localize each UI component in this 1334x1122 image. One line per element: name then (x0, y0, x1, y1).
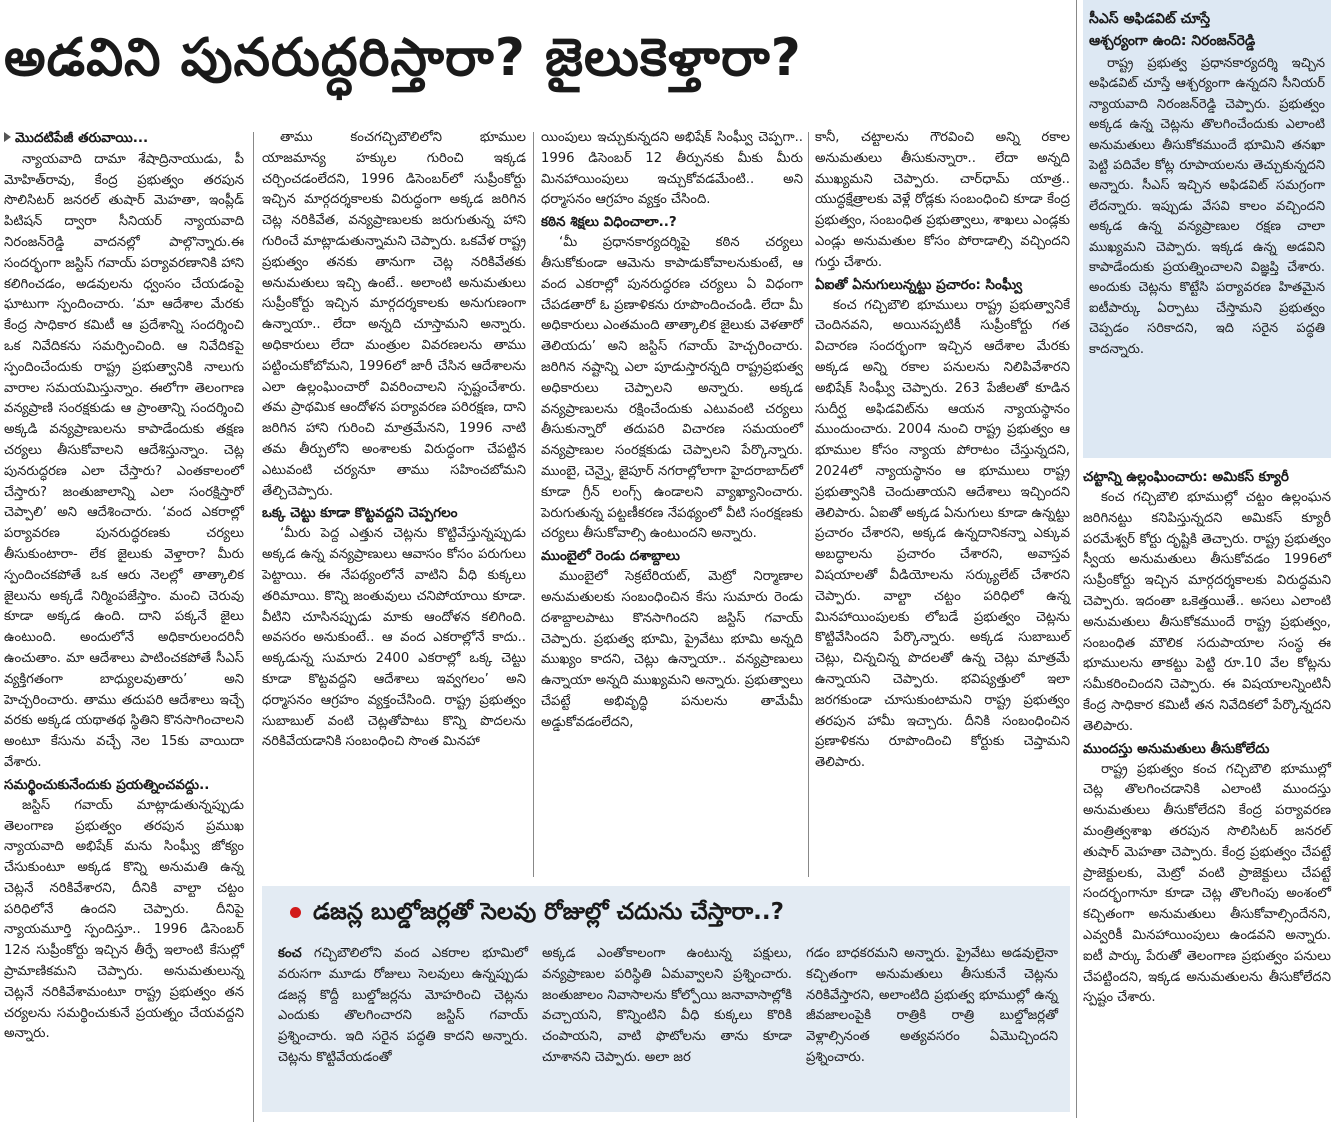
col4-para1: కానీ, చట్టాలను గౌరవించి అన్ని రకాల అనుమతులు తీసుకున్నారా.. లేదా అన్నది ముఖ్యమని చెప్పారు. చార్‌ధామ్ యాత్ర.. యుద్ధక్షేత్రాలకు వెళ్లే రోడ్లకు సంబంధించి కూడా కేంద్ర ప్రభుత్వం, సంబంధిత ప్రభుత్వాలు, శాఖలు ఎండ్లకు ఎండ్లు అనుమతుల కోసం పోరాడాల్సి వచ్చిందని గుర్తు చేశారు. (815, 130, 1070, 270)
sidebar-title: సీఎస్ అఫిడవిట్ చూస్తే ఆశ్చర్యంగా ఉంది: నిరంజన్‌రెడ్డి (1089, 11, 1256, 49)
col5-para1: కంచ గచ్చిబౌలి భూముల్లో చట్టం ఉల్లంఘన జరిగినట్టు కనిపిస్తున్నదని అమికస్ క్యూరీ పరమేశ్వర్ కోర్టు దృష్టికి తెచ్చారు. రాష్ట్ర ప్రభుత్వం స్వీయ అనుమతులు తీసుకోవడం 1996లో సుప్రీంకోర్టు ఇచ్చిన మార్గదర్శకాలకు విరుద్ధమని చెప్పారు. ఇదంతా ఒకెత్తయితే.. అసలు ఎలాంటి అనుమతులు తీసుకోకముందే రాష్ట్ర ప్రభుత్వం, సంబంధిత మౌలిక సదుపాయాల సంస్థ ఈ భూములను తాకట్టు పెట్టి రూ.10 వేల కోట్లను సమీకరించిందని చెప్పారు. ఈ విషయాలన్నింటినీ కేంద్ర సాధికార కమిటీ తన నివేదికలో పేర్కొన్నదని తెలిపారు. (1083, 490, 1331, 734)
kicker: మొదటిపేజీ తరువాయి... (4, 128, 244, 150)
bottom-col-1 (278, 944, 528, 1109)
col3-para3: ముంబైలో సెక్రటేరియట్, మెట్రో నిర్మాణాల అనుమతులకు సంబంధించిన కేసు సుమారు రెండు దశాబ్దాలపాటు కొనసాగిందని జస్టిస్ గవాయ్ చెప్పారు. ప్రభుత్వ భూమి, ప్రైవేటు భూమి అన్నది ముఖ్యం కాదని, చెట్లు ఉన్నాయా.. వన్యప్రాణులు ఉన్నాయా అన్నది ముఖ్యమని అన్నారు. ప్రభుత్వాలు చేపట్టే అభివృద్ధి పనులను తామేమీ అడ్డుకోవడంలేదని, (541, 569, 803, 730)
column-divider (533, 132, 534, 877)
col5-para2: రాష్ట్ర ప్రభుత్వం కంచ గచ్చిబౌలి భూముల్లో చెట్ల తొలగించడానికి ఎలాంటి ముందస్తు అనుమతులు తీసుకోలేదని కేంద్ర పర్యావరణ మంత్రిత్వశాఖ తరపున సొలిసిటర్ జనరల్ తుషార్ మెహతా చెప్పారు. కేంద్ర ప్రభుత్వం చేపట్టే ప్రాజెక్టులకు, మెట్రో వంటి ప్రాజెక్టులు చేపట్టే సందర్భంగానూ కూడా చెట్ల తొలగింపు అంశంలో కచ్చితంగా అనుమతులు తీసుకోవాల్సిందేనని, ఎవ్వరికీ మినహాయింపులు ఉండవని అన్నారు. ఐటీ పార్కు పేరుతో తెలంగాణ ప్రభుత్వం పనులు చేపట్టిందని, ఇక్కడ అనుమతులను తీసుకోలేదని స్పష్టం చేశారు. (1083, 761, 1331, 1006)
col3-subhead2: ముంబైలో రెండు దశాబ్దాలు (541, 548, 680, 565)
bottom-dropcap: కంచ (278, 946, 302, 961)
col3-para2: ‘మీ ప్రధానకార్యదర్శిపై కఠిన చర్యలు తీసుకోకుండా ఆమెను కాపాడుకోవాలనుకుంటే, ఆ వంద ఎకరాల్లో పునరుద్ధరణ చర్యలు ఏ విధంగా చేపడతారో ఓ ప్రణాళికను రూపొందించండి. లేదా మీ అధికారులు ఎంతమంది తాత్కాలిక జైలుకు వెళతారో తెలియదు’ అని జస్టిస్ గవాయ్ హెచ్చరించారు. జరిగిన నష్టాన్ని ఎలా పూడుస్తారన్నది రాష్ట్రప్రభుత్వ అధికారులు చెప్పాలని అన్నారు. అక్కడ వన్యప్రాణులను రక్షించేందుకు ఎటువంటి చర్యలు తీసుకున్నారో తదుపరి విచారణ సమయంలో వన్యప్రాణుల సంరక్షకుడు చెప్పాలని పేర్కొన్నారు. ముంబై, చెన్నై, జైపూర్ నగరాల్లోలాగా హైదరాబాద్‌లో కూడా గ్రీన్ లంగ్స్ ఉండాలని వ్యాఖ్యానించారు. పెరుగుతున్న పట్టణీకరణ నేపథ్యంలో వీటి సంరక్షణకు చర్యలు తీసుకోవాల్సి ఉంటుందని అన్నారు. (541, 235, 803, 542)
col1-subhead: సమర్థించుకునేందుకు ప్రయత్నించవద్దు.. (4, 776, 210, 793)
col5-subhead1: చట్టాన్ని ఉల్లంఘించారు: అమికస్ క్యూరీ (1083, 469, 1289, 485)
column-5 (1083, 466, 1331, 1116)
bottom-col-1-text: గచ్చిబౌలిలోని వంద ఎకరాల భూమిలో వరుసగా మూడు రోజులు సెలవులు ఉన్నప్పుడు డజన్ల కొద్దీ బుల్డోజర్లను మోహరించి చెట్లను ఎందుకు తొలగించారని జస్టిస్ గవాయ్ ప్రశ్నించారు. ఇది సరైన పద్ధతి కాదని అన్నారు. చెట్లను కొట్టివేయడంతో (278, 946, 528, 1065)
col3-para1: యింపులు ఇచ్చుకున్నదని అభిషేక్ సింఘ్వీ చెప్పగా.. 1996 డిసెంబర్ 12 తీర్పునకు మీకు మీరు మినహాయింపులు ఇచ్చుకోవడమేంటి.. అని ధర్మాసనం ఆగ్రహం వ్యక్తం చేసింది. (541, 130, 803, 208)
col4-subhead: ఏఐతో ఏనుగులున్నట్టు ప్రచారం: సింఘ్వీ (815, 276, 1023, 293)
column-4 (815, 128, 1070, 878)
sidebar-body: రాష్ట్ర ప్రభుత్వ ప్రధానకార్యదర్శి ఇచ్చిన అఫిడవిట్ చూస్తే ఆశ్చర్యంగా ఉన్నదని సీనియర్ న్యాయవాది నిరంజన్‌రెడ్డి చెప్పారు. ప్రభుత్వం అక్కడ ఉన్న చెట్లను తొలగించేందుకు ఎలాంటి అనుమతులు తీసుకోకముందే భూమిని తనఖా పెట్టి పదివేల కోట్ల రూపాయలను తెచ్చుకున్నదని అన్నారు. సీఎస్ ఇచ్చిన అఫిడవిట్ సమగ్రంగా లేదన్నారు. ఇప్పుడు వేసవి కాలం వచ్చిందని అక్కడ ఉన్న వన్యప్రాణుల రక్షణ చాలా ముఖ్యమని చెప్పారు. ఇక్కడ ఉన్న అడవిని కాపాడేందుకు ప్రయత్నించాలని విజ్ఞప్తి చేశారు. అందుకు చెట్లను కొట్టేసి పర్యావరణ హితమైన ఐటీపార్కు ఏర్పాటు చేస్తామని ప్రభుత్వం చెప్పడం సరికాదని, ఇది సరైన పద్ధతి కాదన్నారు. (1089, 56, 1325, 357)
bottom-title: డజన్ల బుల్డోజర్లతో సెలవు రోజుల్లో చదును చేస్తారా..? (262, 886, 1070, 932)
column-3 (541, 128, 803, 878)
col1-para2: జస్టిస్ గవాయ్ మాట్లాడుతున్నప్పుడు తెలంగాణ ప్రభుత్వం తరపున ప్రముఖ న్యాయవాది అభిషేక్ మను సింఘ్వీ జోక్యం చేసుకుంటూ అక్కడ కొన్ని అనుమతి ఉన్న చెట్లనే నరికివేశారని, దీనికి వాల్టా చట్టం పరిధిలోనే ఉందని చెప్పారు. దీనిపై న్యాయమూర్తి స్పందిస్తూ.. 1996 డిసెంబర్ 12న సుప్రీంకోర్టు ఇచ్చిన తీర్పే ఇలాంటి కేసుల్లో ప్రామాణికమని చెప్పారు. అనుమతులున్న చెట్లనే నరికివేశామంటూ రాష్ట్ర ప్రభుత్వం తన చర్యలను సమర్థించుకునే ప్రయత్నం చేయవద్దని అన్నారు. (4, 797, 244, 1042)
arrow-icon (4, 132, 11, 142)
col2-subhead: ఒక్క చెట్టు కూడా కొట్టవద్దని చెప్పగలం (262, 505, 458, 522)
bottom-col-2: అక్కడ ఎంతోకాలంగా ఉంటున్న పక్షులు, వన్యప్రాణుల పరిస్థితి ఏమవ్వాలని ప్రశ్నించారు. జంతుజాలం నివాసాలను కోల్పోయి జనావాసాల్లోకి వచ్చాయని, కొన్నింటిని వీధి కుక్కలు కొరికి చంపాయని, వాటి ఫొటోలను తాను కూడా చూశానని చెప్పారు. అలా జర (542, 946, 792, 1065)
col2-para2: ‘మీరు పెద్ద ఎత్తున చెట్లను కొట్టివేస్తున్నప్పుడు అక్కడ ఉన్న వన్యప్రాణులు ఆవాసం కోసం పరుగులు పెట్టాయి. ఈ నేపథ్యంలోనే వాటిని వీధి కుక్కలు తరిమాయి. కొన్ని జంతువులు చనిపోయాయి కూడా. వీటిని చూసినప్పుడు మాకు ఆందోళన కలిగింది. అవసరం అనుకుంటే.. ఆ వంద ఎకరాల్లోనే కాదు.. అక్కడున్న సుమారు 2400 ఎకరాల్లో ఒక్క చెట్టు కూడా కొట్టవద్దని ఆదేశాలు ఇవ్వగలం’ అని ధర్మాసనం ఆగ్రహం వ్యక్తంచేసింది. రాష్ట్ర ప్రభుత్వం సుబాబుల్ వంటి చెట్లతోపాటు కొన్ని పొదలను నరికివేయడానికి సంబంధించి సొంత మినహా (262, 526, 526, 750)
col3-subhead: కఠిన శిక్షలు విధించాలా..? (541, 214, 677, 231)
column-divider (1076, 0, 1077, 1118)
bottom-box (262, 886, 1070, 1112)
column-1 (4, 128, 244, 1042)
col1-lead: న్యాయవాది దామా శేషాద్రినాయుడు, పీ మోహిత్‌రావు, కేంద్ర ప్రభుత్వం తరపున సొలిసిటర్ జనరల్ తుషార్ మెహతా, ఇంప్లీడ్ పిటిషన్ ద్వారా సీనియర్ న్యాయవాది నిరంజన్‌రెడ్డి వాదనల్లో పాల్గొన్నారు.ఈ సందర్భంగా జస్టిస్ గవాయ్ పర్యావరణానికి హాని కలిగించడం, అడవులను ధ్వంసం చేయడంపై ఘాటుగా స్పందించారు. ‘మా ఆదేశాల మేరకు కేంద్ర సాధికార కమిటీ ఆ ప్రదేశాన్ని సందర్శించి ఒక నివేదికను సమర్పించింది. ఆ నివేదికపై స్పందించేందుకు రాష్ట్ర ప్రభుత్వానికి నాలుగు వారాల సమయమిస్తున్నాం. ఈలోగా తెలంగాణ వన్యప్రాణి సంరక్షకుడు ఆ ప్రాంతాన్ని సందర్శించి అక్కడి వన్యప్రాణులను కాపాడేందుకు తక్షణ చర్యలు తీసుకోవాలని ఆదేశిస్తున్నాం. చెట్ల పునరుద్ధరణ ఎలా చేస్తారు? ఎంతకాలంలో చేస్తారు? జంతుజాలాన్ని ఎలా సంరక్షిస్తారో చెప్పాలి’ అని ఆదేశించారు. ‘వంద ఎకరాల్లో పర్యావరణ పునరుద్ధరణకు చర్యలు తీసుకుంటారా- లేక జైలుకు వెళ్తారా? మీరు స్పందించకపోతే ఒక ఆరు నెలల్లో తాత్కాలిక జైలును అక్కడే నిర్మింపజేస్తాం. మంచి చెరువు కూడా అక్కడ ఉంది. దాని పక్కనే జైలు ఉంటుంది. అందులోనే అధికారులందరినీ ఉంచుతాం. మా ఆదేశాలు పాటించకపోతే సీఎస్ వ్యక్తిగతంగా బాధ్యులవుతారు’ అని హెచ్చరించారు. తాము తదుపరి ఆదేశాలు ఇచ్చే వరకు అక్కడ యథాతథ స్థితిని కొనసాగించాలని అంటూ కేసును వచ్చే నెల 15కు వాయిదా వేశారు. (4, 151, 244, 770)
col2-para1: తాము కంచగచ్చిబౌలిలోని భూముల యాజమాన్య హక్కుల గురించి ఇక్కడ చర్చించడంలేదని, 1996 డిసెంబర్‌లో సుప్రీంకోర్టు ఇచ్చిన మార్గదర్శకాలకు విరుద్ధంగా అక్కడ జరిగిన చెట్ల నరికివేత, వన్యప్రాణులకు జరుగుతున్న హాని గురించే మాట్లాడుతున్నామని చెప్పారు. ఒకవేళ రాష్ట్ర ప్రభుత్వం తనకు తానుగా చెట్ల నరికివేతకు అనుమతులు ఇచ్చి ఉంటే.. అలాంటి అనుమతులు సుప్రీంకోర్టు ఇచ్చిన మార్గదర్శకాలకు అనుగుణంగా ఉన్నాయా.. లేదా అన్నది చూస్తామని అన్నారు. అధికారులు లేదా మంత్రుల వివరణలను తాము పట్టించుకోబోమని, 1996లో జారీ చేసిన ఆదేశాలను ఎలా ఉల్లంఘించారో వివరించాలని స్పష్టంచేశారు. తమ ప్రాథమిక ఆందోళన పర్యావరణ పరిరక్షణ, దాని జరిగిన హాని గురించి మాత్రమేనని, 1996 నాటి తమ తీర్పులోని అంశాలకు విరుద్ధంగా చేపట్టిన ఎటువంటి చర్యనూ తాము సహించబోమని తేల్చిచెప్పారు. (262, 130, 526, 499)
column-2 (262, 128, 526, 878)
column-divider (808, 132, 809, 877)
headline: అడవిని పునరుద్ధరిస్తారా? జైలుకెళ్తారా? (4, 28, 802, 88)
bottom-col-3: గడం బాధకరమని అన్నారు. ప్రైవేటు అడవులైనా కచ్చితంగా అనుమతులు తీసుకునే చెట్లను నరికివేస్తారని, అలాంటిది ప్రభుత్వ భూముల్లో ఉన్న జీవజాలంపైకి రాత్రికి రాత్రి బుల్డోజర్లతో వెళ్లాల్సినంత అత్యవసరం ఏమొచ్చిందని ప్రశ్నించారు. (806, 946, 1058, 1065)
column-divider (253, 132, 254, 1122)
col5-subhead2: ముందస్తు అనుమతులు తీసుకోలేదు (1083, 740, 1270, 757)
sidebar-box (1083, 0, 1331, 458)
col4-para2: కంచ గచ్చిబౌలి భూములు రాష్ట్ర ప్రభుత్వానికే చెందినవని, అయినప్పటికీ సుప్రీంకోర్టు గత విచారణ సందర్భంగా ఇచ్చిన ఆదేశాల మేరకు అక్కడ అన్ని రకాల పనులను నిలిపివేశారని అభిషేక్ సింఘ్వీ చెప్పారు. 263 పేజీలతో కూడిన సుదీర్ఘ అఫిడవిట్‌ను ఆయన న్యాయస్థానం ముందుంచారు. 2004 నుంచి రాష్ట్ర ప్రభుత్వం ఆ భూముల కోసం న్యాయ పోరాటం చేస్తున్నదని, 2024లో న్యాయస్థానం ఆ భూములు రాష్ట్ర ప్రభుత్వానికి చెందుతాయని ఆదేశాలు ఇచ్చిందని తెలిపారు. ఏఐతో అక్కడ ఏనుగులు కూడా ఉన్నట్టు ప్రచారం చేశారని, అక్కడ ఉన్నదానికన్నా ఎక్కువ అబద్ధాలను ప్రచారం చేశారని, అవాస్తవ విషయాలతో వీడియోలను సర్క్యులేట్ చేశారని చెప్పారు. వాల్టా చట్టం పరిధిలో ఉన్న మినహాయింపులకు లోబడే ప్రభుత్వం చెట్లను కొట్టివేసిందని పేర్కొన్నారు. అక్కడ సుబాబుల్ చెట్లు, చిన్నచిన్న పొదలతో ఉన్న చెట్లు మాత్రమే ఉన్నాయని చెప్పారు. భవిష్యత్తులో ఇలా జరగకుండా చూసుకుంటామని రాష్ట్ర ప్రభుత్వం తరపున హామీ ఇచ్చారు. దీనికి సంబంధించిన ప్రణాళికను రూపొందించి కోర్టుకు చెప్తామని తెలిపారు. (815, 297, 1070, 771)
bullet-icon (290, 907, 301, 918)
